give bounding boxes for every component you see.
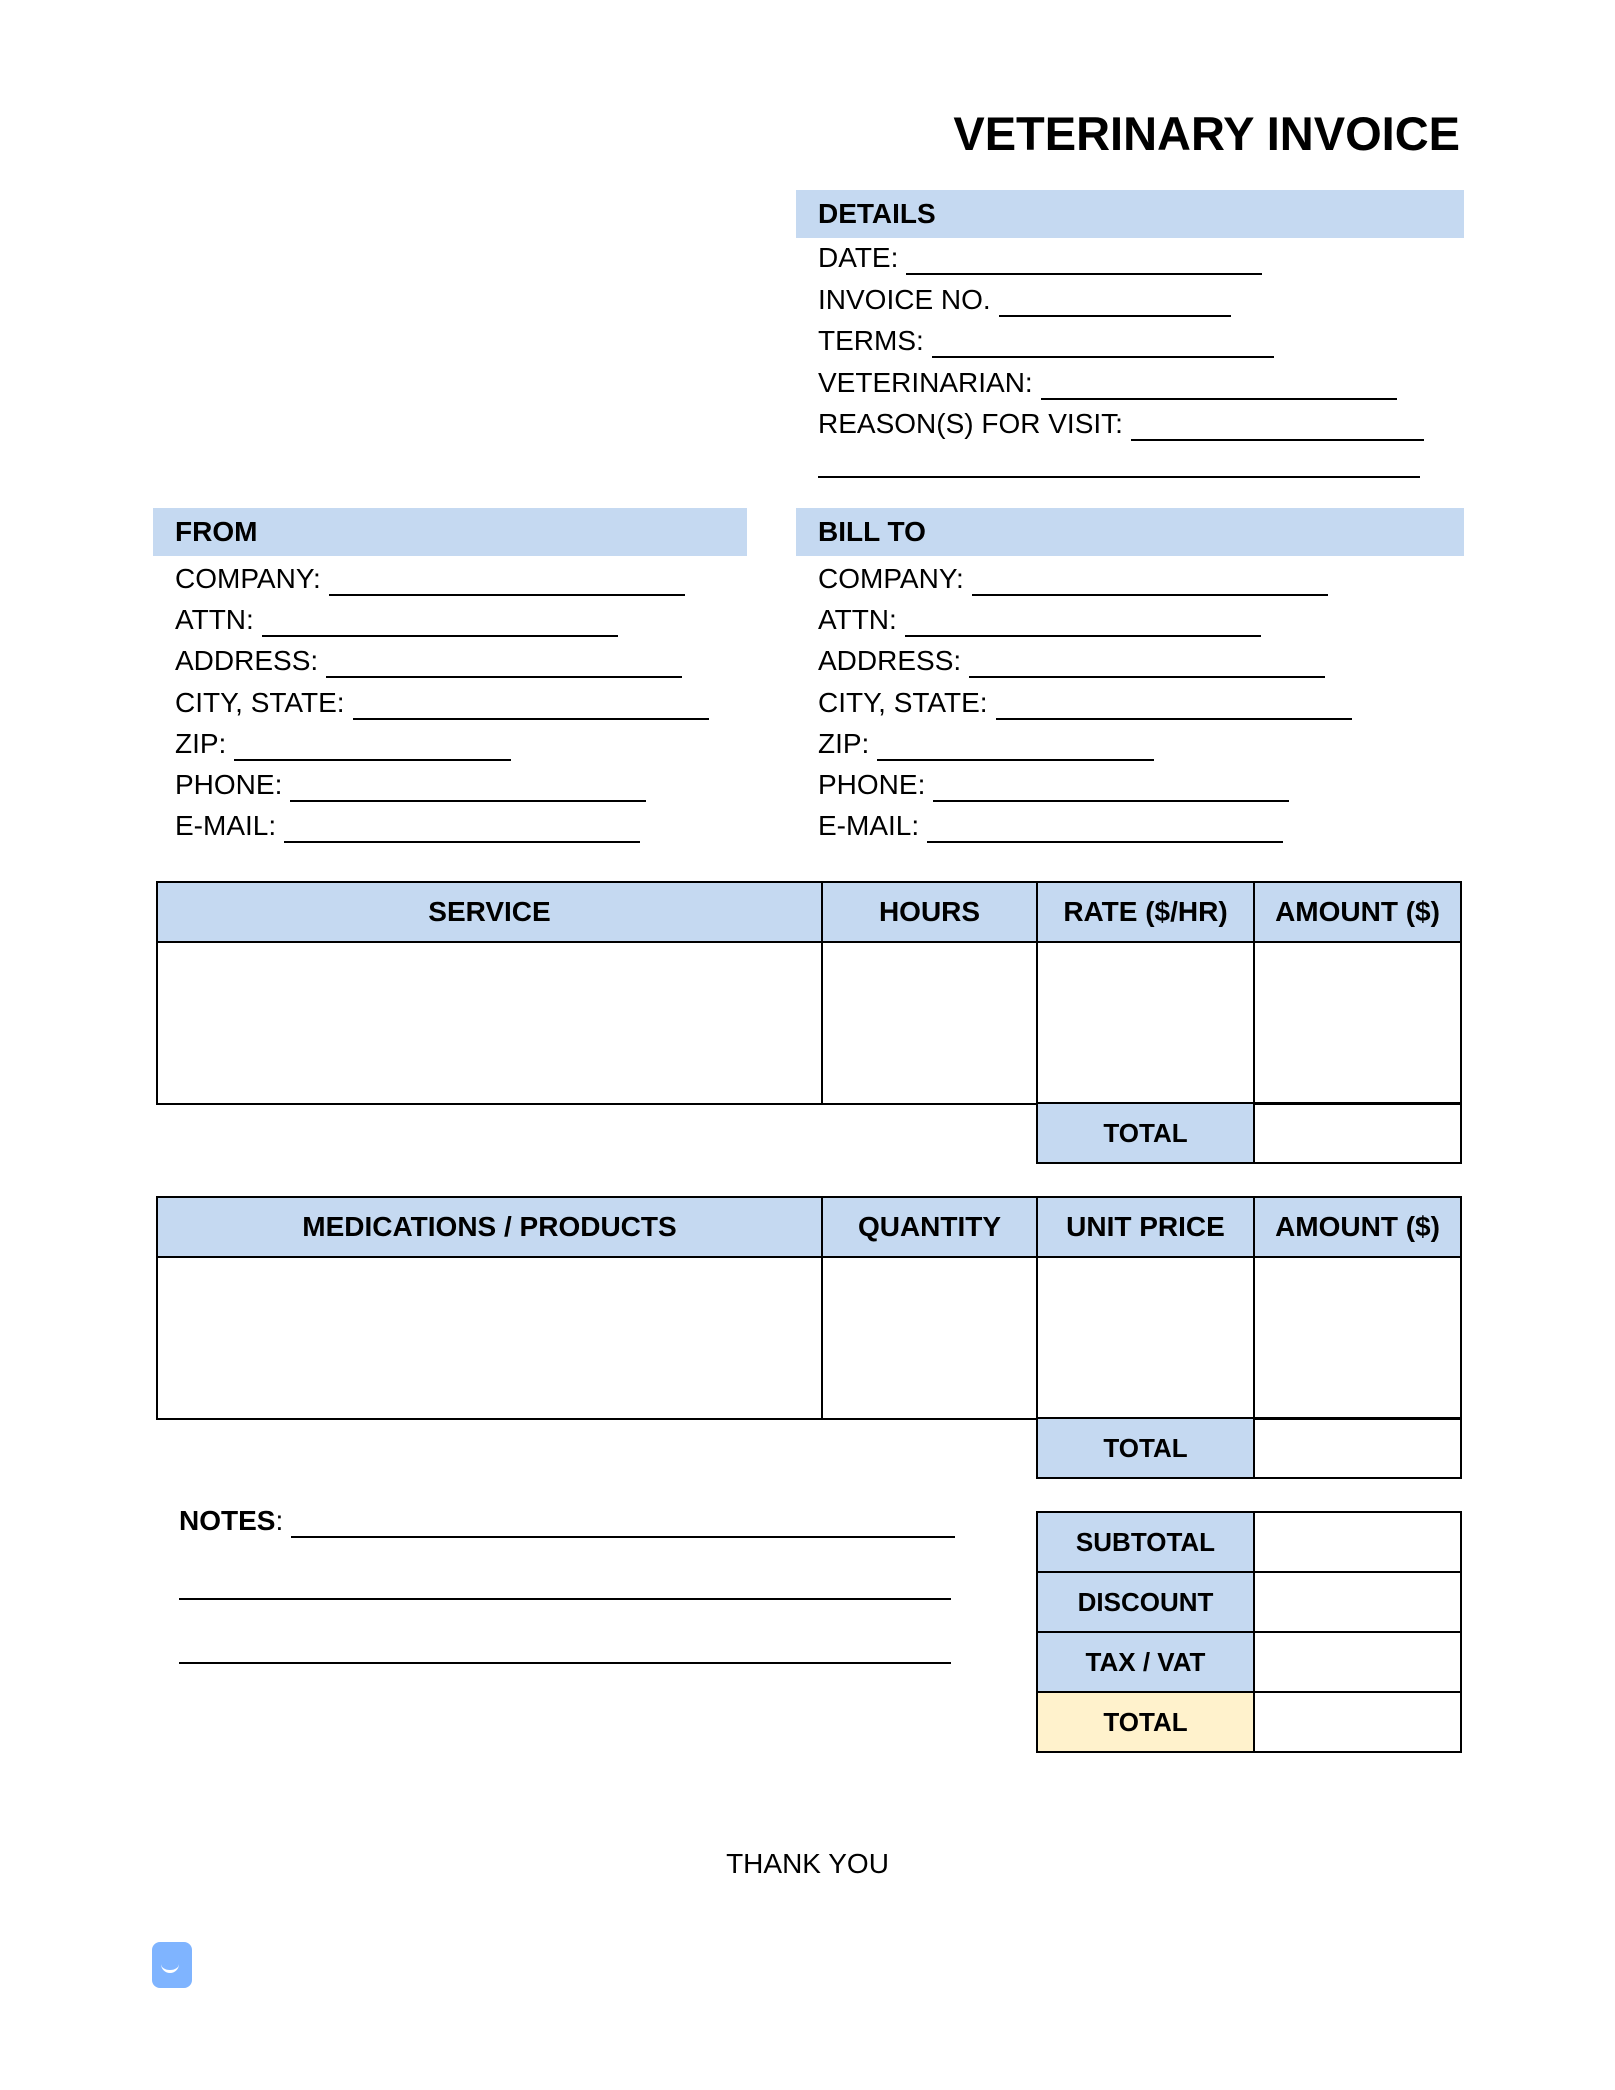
tax-label: TAX / VAT	[1037, 1632, 1254, 1692]
from-email-line[interactable]	[284, 815, 640, 843]
bill-to-zip-label: ZIP:	[818, 728, 870, 759]
notes-line-1[interactable]	[291, 1510, 955, 1538]
from-city-state-line[interactable]	[353, 692, 709, 720]
from-email-field[interactable]	[175, 809, 640, 843]
notes-line-3[interactable]	[179, 1662, 951, 1664]
bill-to-city-state-field[interactable]	[818, 686, 1352, 720]
details-invoice-no-field[interactable]	[818, 283, 1231, 317]
from-zip-field[interactable]	[175, 727, 511, 761]
from-attn-field[interactable]	[175, 603, 618, 637]
tax-cell[interactable]	[1254, 1632, 1461, 1692]
services-table	[156, 881, 1462, 1105]
bill-to-company-line[interactable]	[972, 568, 1328, 596]
invoice-no-input-line[interactable]	[999, 289, 1231, 317]
details-reason-field[interactable]	[818, 407, 1424, 441]
notes-label: NOTES	[179, 1505, 276, 1536]
bill-to-email-field[interactable]	[818, 809, 1283, 843]
reason-extra-line[interactable]	[818, 476, 1420, 478]
from-city-state-field[interactable]	[175, 686, 709, 720]
reason-input-line[interactable]	[1131, 413, 1424, 441]
product-entry-cell[interactable]	[157, 1257, 822, 1419]
service-amount-column-header: AMOUNT ($)	[1254, 882, 1461, 942]
subtotal-cell[interactable]	[1254, 1512, 1461, 1572]
services-total-label: TOTAL	[1037, 1103, 1254, 1163]
rate-column-header: RATE ($/HR)	[1037, 882, 1254, 942]
bill-to-phone-label: PHONE:	[818, 769, 926, 800]
bill-to-attn-label: ATTN:	[818, 604, 897, 635]
from-header: FROM	[153, 508, 747, 556]
subtotal-label: SUBTOTAL	[1037, 1512, 1254, 1572]
summary-table	[1036, 1511, 1462, 1753]
discount-label: DISCOUNT	[1037, 1572, 1254, 1632]
from-company-label: COMPANY:	[175, 563, 321, 594]
unit-price-column-header: UNIT PRICE	[1037, 1197, 1254, 1257]
products-column-header: MEDICATIONS / PRODUCTS	[157, 1197, 822, 1257]
products-amount-column-header: AMOUNT ($)	[1254, 1197, 1461, 1257]
bill-to-address-label: ADDRESS:	[818, 645, 962, 676]
details-terms-field[interactable]	[818, 324, 1274, 358]
from-zip-line[interactable]	[234, 733, 511, 761]
brand-logo-icon	[152, 1942, 192, 1988]
from-zip-label: ZIP:	[175, 728, 227, 759]
grand-total-cell[interactable]	[1254, 1692, 1461, 1752]
details-veterinarian-field[interactable]	[818, 366, 1397, 400]
from-attn-line[interactable]	[262, 609, 618, 637]
products-total-table	[1036, 1417, 1462, 1479]
grand-total-label: TOTAL	[1037, 1692, 1254, 1752]
service-amount-entry-cell[interactable]	[1254, 942, 1461, 1104]
notes-line-2[interactable]	[179, 1598, 951, 1600]
bill-to-city-state-label: CITY, STATE:	[818, 687, 988, 718]
bill-to-email-label: E-MAIL:	[818, 810, 920, 841]
logo-smile-icon	[161, 1960, 179, 1973]
quantity-column-header: QUANTITY	[822, 1197, 1037, 1257]
service-entry-cell[interactable]	[157, 942, 822, 1104]
rate-entry-cell[interactable]	[1037, 942, 1254, 1104]
terms-label: TERMS:	[818, 325, 924, 356]
products-table	[156, 1196, 1462, 1420]
invoice-no-label: INVOICE NO.	[818, 284, 991, 315]
bill-to-address-field[interactable]	[818, 644, 1325, 678]
products-total-label: TOTAL	[1037, 1418, 1254, 1478]
from-company-field[interactable]	[175, 562, 685, 596]
from-city-state-label: CITY, STATE:	[175, 687, 345, 718]
bill-to-address-line[interactable]	[969, 650, 1325, 678]
discount-cell[interactable]	[1254, 1572, 1461, 1632]
notes-field[interactable]	[179, 1504, 955, 1538]
services-total-cell[interactable]	[1254, 1103, 1461, 1163]
from-phone-line[interactable]	[290, 774, 646, 802]
bill-to-attn-field[interactable]	[818, 603, 1261, 637]
services-total-table	[1036, 1102, 1462, 1164]
invoice-title: VETERINARY INVOICE	[953, 107, 1460, 160]
bill-to-zip-field[interactable]	[818, 727, 1154, 761]
bill-to-attn-line[interactable]	[905, 609, 1261, 637]
hours-column-header: HOURS	[822, 882, 1037, 942]
veterinarian-input-line[interactable]	[1041, 372, 1397, 400]
hours-entry-cell[interactable]	[822, 942, 1037, 1104]
from-attn-label: ATTN:	[175, 604, 254, 635]
thank-you-text: THANK YOU	[726, 1848, 889, 1879]
bill-to-company-label: COMPANY:	[818, 563, 964, 594]
bill-to-city-state-line[interactable]	[996, 692, 1352, 720]
from-email-label: E-MAIL:	[175, 810, 277, 841]
quantity-entry-cell[interactable]	[822, 1257, 1037, 1419]
details-header: DETAILS	[796, 190, 1464, 238]
from-address-field[interactable]	[175, 644, 682, 678]
reason-label: REASON(S) FOR VISIT:	[818, 408, 1123, 439]
from-company-line[interactable]	[329, 568, 685, 596]
from-phone-label: PHONE:	[175, 769, 283, 800]
notes-colon: :	[275, 1505, 284, 1536]
from-address-label: ADDRESS:	[175, 645, 319, 676]
from-address-line[interactable]	[326, 650, 682, 678]
products-amount-entry-cell[interactable]	[1254, 1257, 1461, 1419]
bill-to-company-field[interactable]	[818, 562, 1328, 596]
from-phone-field[interactable]	[175, 768, 646, 802]
unit-price-entry-cell[interactable]	[1037, 1257, 1254, 1419]
date-label: DATE:	[818, 242, 899, 273]
products-total-cell[interactable]	[1254, 1418, 1461, 1478]
details-date-field[interactable]	[818, 241, 1262, 275]
bill-to-phone-line[interactable]	[933, 774, 1289, 802]
terms-input-line[interactable]	[932, 330, 1274, 358]
bill-to-zip-line[interactable]	[877, 733, 1154, 761]
date-input-line[interactable]	[906, 247, 1262, 275]
veterinarian-label: VETERINARIAN:	[818, 367, 1033, 398]
service-column-header: SERVICE	[157, 882, 822, 942]
bill-to-email-line[interactable]	[927, 815, 1283, 843]
bill-to-phone-field[interactable]	[818, 768, 1289, 802]
bill-to-header: BILL TO	[796, 508, 1464, 556]
